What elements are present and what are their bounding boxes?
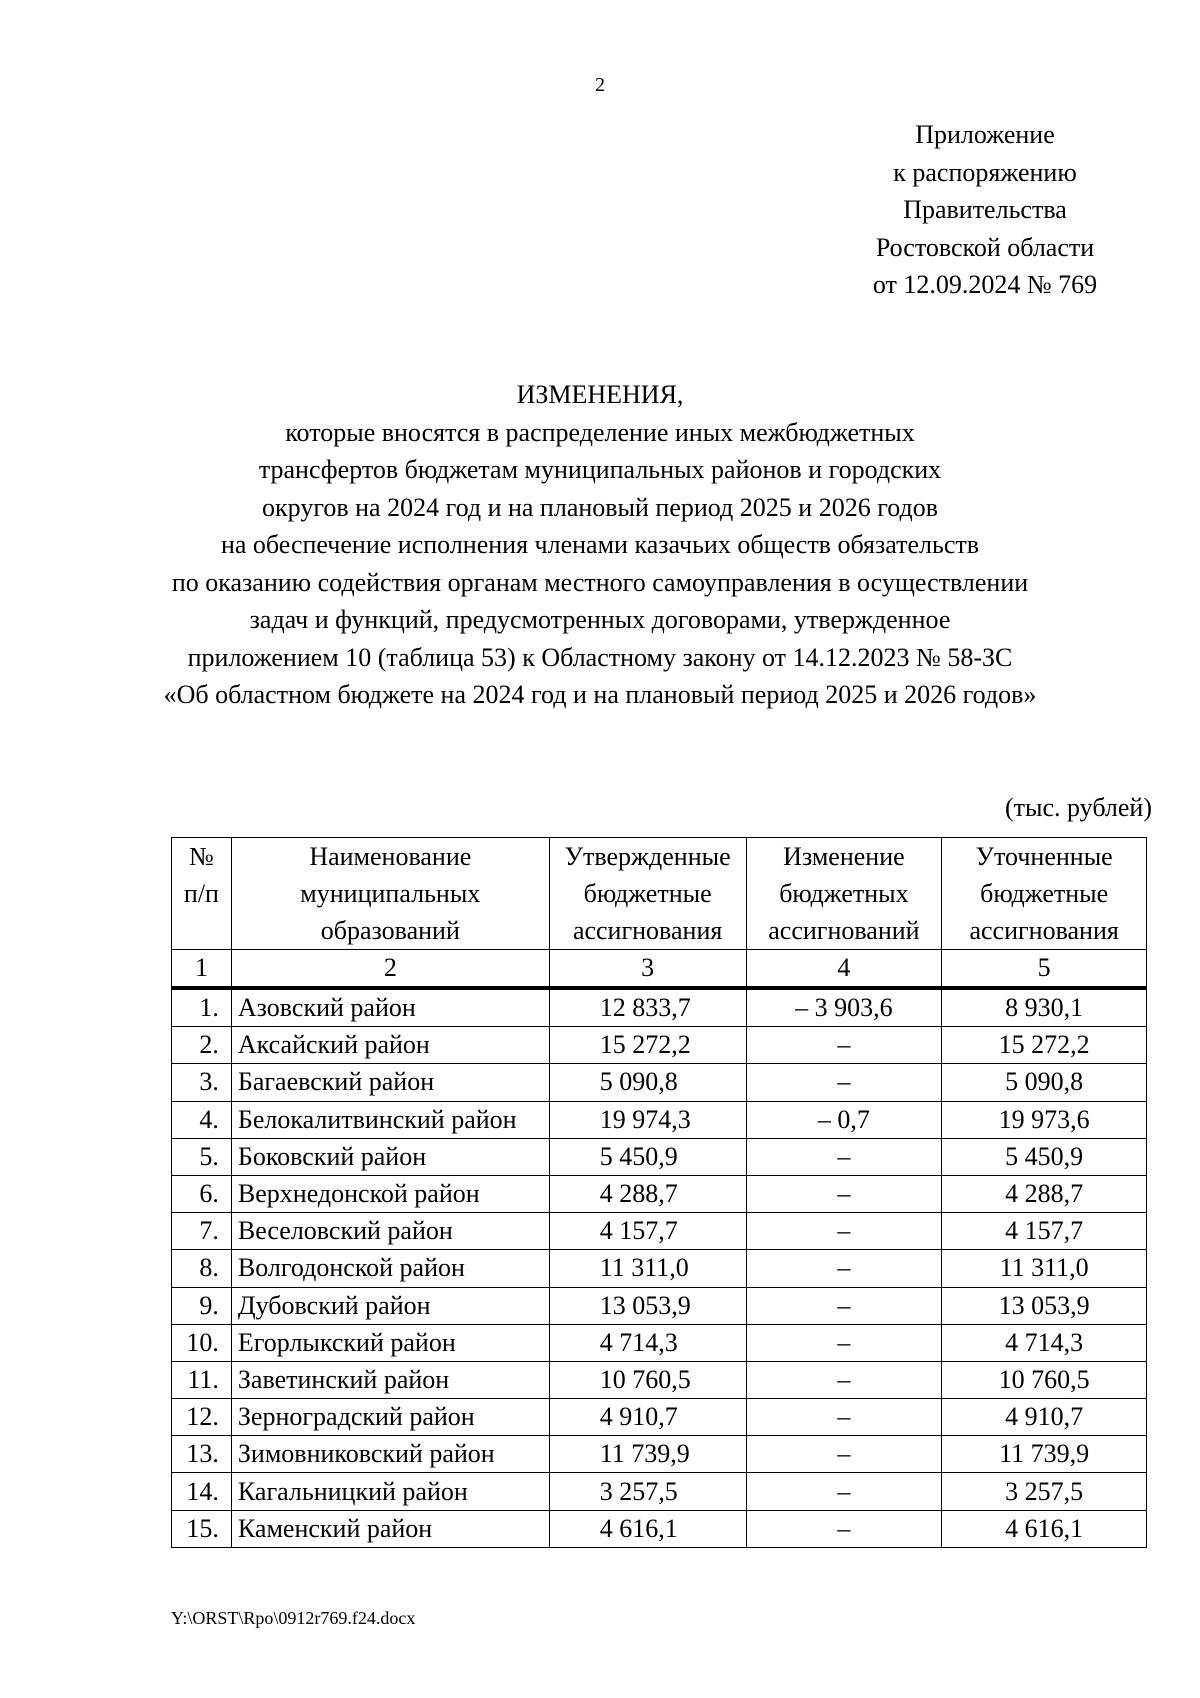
header-number <box>172 838 232 950</box>
header-text: № <box>189 842 214 871</box>
approved-amount: 5 090,8 <box>549 1064 746 1101</box>
approved-amount: 19 974,3 <box>549 1101 746 1138</box>
appendix-block <box>825 116 1145 304</box>
approved-amount: 4 714,3 <box>549 1324 746 1361</box>
updated-amount: 19 973,6 <box>942 1101 1147 1138</box>
approved-amount: 4 288,7 <box>549 1175 746 1212</box>
table-row <box>172 1101 1147 1138</box>
heading-line: задач и функций, предусмотренных договорами, утвержденное <box>249 605 951 634</box>
approved-amount: 4 157,7 <box>549 1213 746 1250</box>
municipality-name: Каменский район <box>231 1510 549 1547</box>
municipality-name: Заветинский район <box>231 1361 549 1398</box>
change-amount: – 3 903,6 <box>746 988 942 1027</box>
column-number: 2 <box>231 950 549 989</box>
heading-line: по оказанию содействия органам местного самоуправления в осуществлении <box>171 567 1029 597</box>
municipality-name: Зимовниковский район <box>231 1436 549 1473</box>
approved-amount: 4 910,7 <box>549 1399 746 1436</box>
approved-amount: 10 760,5 <box>549 1361 746 1398</box>
change-amount: – <box>746 1027 942 1064</box>
column-number: 3 <box>549 950 746 989</box>
column-number: 4 <box>746 950 942 989</box>
row-number: 6. <box>172 1175 232 1212</box>
row-number: 14. <box>172 1473 232 1510</box>
table-row <box>172 1064 1147 1101</box>
heading-line: трансфертов бюджетам муниципальных районов и городских <box>258 455 942 484</box>
header-text: ассигнования <box>572 916 723 945</box>
municipality-name: Дубовский район <box>231 1287 549 1324</box>
appendix-line: Ростовской области <box>875 232 1095 262</box>
table-row <box>172 1361 1147 1398</box>
row-number: 11. <box>172 1361 232 1398</box>
approved-amount: 12 833,7 <box>549 988 746 1027</box>
municipality-name: Егорлыкский район <box>231 1324 549 1361</box>
change-amount: – <box>746 1250 942 1287</box>
change-amount: – <box>746 1436 942 1473</box>
updated-amount: 5 090,8 <box>942 1064 1147 1101</box>
table-row <box>172 1027 1147 1064</box>
approved-amount: 3 257,5 <box>549 1473 746 1510</box>
change-amount: – <box>746 1213 942 1250</box>
table-row <box>172 1436 1147 1473</box>
municipality-name: Кагальницкий район <box>231 1473 549 1510</box>
row-number: 7. <box>172 1213 232 1250</box>
approved-amount: 13 053,9 <box>549 1287 746 1324</box>
table-row <box>172 1250 1147 1287</box>
municipality-name: Белокалитвинский район <box>231 1101 549 1138</box>
appendix-line: Правительства <box>903 195 1067 224</box>
updated-amount: 4 157,7 <box>942 1213 1147 1250</box>
heading-line: которые вносятся в распределение иных межбюджетных <box>285 417 915 447</box>
header-text: Уточненные <box>975 842 1113 871</box>
units-label: (тыс. рублей) <box>1004 793 1152 822</box>
row-number: 4. <box>172 1101 232 1138</box>
header-text: ассигнований <box>768 916 920 945</box>
row-number: 12. <box>172 1399 232 1436</box>
municipality-name: Зерноградский район <box>231 1399 549 1436</box>
document-title: ИЗМЕНЕНИЯ, <box>516 380 684 409</box>
updated-amount: 11 739,9 <box>942 1436 1147 1473</box>
table-row <box>172 1510 1147 1547</box>
heading-line: «Об областном бюджете на 2024 год и на плановый период 2025 и 2026 годов» <box>163 680 1037 709</box>
header-text: Изменение <box>783 842 905 871</box>
table-row <box>172 1324 1147 1361</box>
change-amount: – <box>746 1399 942 1436</box>
updated-amount: 10 760,5 <box>942 1361 1147 1398</box>
change-amount: – <box>746 1473 942 1510</box>
updated-amount: 8 930,1 <box>942 988 1147 1027</box>
header-name <box>231 838 549 950</box>
header-text: бюджетные <box>980 879 1109 908</box>
approved-amount: 4 616,1 <box>549 1510 746 1547</box>
header-change <box>746 838 942 950</box>
heading-line: на обеспечение исполнения членами казачьих обществ обязательств <box>220 530 980 559</box>
table-header-row <box>172 838 1147 950</box>
header-text: бюджетных <box>779 879 909 908</box>
updated-amount: 11 311,0 <box>942 1250 1147 1287</box>
change-amount: – <box>746 1064 942 1101</box>
appendix-line: Приложение <box>915 120 1055 149</box>
header-text: муниципальных <box>300 879 481 908</box>
column-number: 1 <box>172 950 232 989</box>
updated-amount: 13 053,9 <box>942 1287 1147 1324</box>
change-amount: – <box>746 1361 942 1398</box>
change-amount: – <box>746 1510 942 1547</box>
appendix-line: к распоряжению <box>893 157 1077 187</box>
approved-amount: 5 450,9 <box>549 1138 746 1175</box>
table-row <box>172 1287 1147 1324</box>
municipality-name: Веселовский район <box>231 1213 549 1250</box>
municipality-name: Багаевский район <box>231 1064 549 1101</box>
change-amount: – <box>746 1324 942 1361</box>
updated-amount: 5 450,9 <box>942 1138 1147 1175</box>
updated-amount: 4 910,7 <box>942 1399 1147 1436</box>
municipality-name: Боковский район <box>231 1138 549 1175</box>
row-number: 5. <box>172 1138 232 1175</box>
table-row <box>172 1138 1147 1175</box>
municipality-name: Волгодонской район <box>231 1250 549 1287</box>
header-text: Наименование <box>309 842 472 871</box>
approved-amount: 11 311,0 <box>549 1250 746 1287</box>
approved-amount: 11 739,9 <box>549 1436 746 1473</box>
row-number: 15. <box>172 1510 232 1547</box>
updated-amount: 3 257,5 <box>942 1473 1147 1510</box>
table-row <box>172 1175 1147 1212</box>
heading-line: приложением 10 (таблица 53) к Областному закону от 14.12.2023 № 58-ЗС <box>187 642 1013 672</box>
updated-amount: 15 272,2 <box>942 1027 1147 1064</box>
header-text: ассигнования <box>969 916 1119 945</box>
municipality-name: Аксайский район <box>231 1027 549 1064</box>
approved-amount: 15 272,2 <box>549 1027 746 1064</box>
row-number: 10. <box>172 1324 232 1361</box>
header-text: п/п <box>183 879 219 908</box>
header-updated <box>942 838 1147 950</box>
table-row <box>172 1473 1147 1510</box>
row-number: 13. <box>172 1436 232 1473</box>
header-text: бюджетные <box>583 879 712 908</box>
table-row <box>172 988 1147 1027</box>
column-number: 5 <box>942 950 1147 989</box>
row-number: 9. <box>172 1287 232 1324</box>
change-amount: – <box>746 1287 942 1324</box>
municipality-name: Азовский район <box>231 988 549 1027</box>
header-text: Утвержденные <box>564 842 731 871</box>
change-amount: – <box>746 1138 942 1175</box>
row-number: 2. <box>172 1027 232 1064</box>
document-heading <box>0 376 1200 714</box>
row-number: 1. <box>172 988 232 1027</box>
page-number: 2 <box>595 74 605 96</box>
updated-amount: 4 714,3 <box>942 1324 1147 1361</box>
budget-table <box>171 837 1147 1548</box>
table-row <box>172 1399 1147 1436</box>
updated-amount: 4 616,1 <box>942 1510 1147 1547</box>
table-row <box>172 1213 1147 1250</box>
header-text: образований <box>320 916 460 945</box>
column-number-row <box>172 950 1147 989</box>
appendix-line: от 12.09.2024 № 769 <box>872 270 1098 299</box>
change-amount: – <box>746 1175 942 1212</box>
header-approved <box>549 838 746 950</box>
row-number: 8. <box>172 1250 232 1287</box>
row-number: 3. <box>172 1064 232 1101</box>
updated-amount: 4 288,7 <box>942 1175 1147 1212</box>
file-path-footer: Y:\ORST\Rpo\0912r769.f24.docx <box>171 1608 416 1628</box>
change-amount: – 0,7 <box>746 1101 942 1138</box>
municipality-name: Верхнедонской район <box>231 1175 549 1212</box>
heading-line: округов на 2024 год и на плановый период 2025 и 2026 годов <box>262 492 938 522</box>
